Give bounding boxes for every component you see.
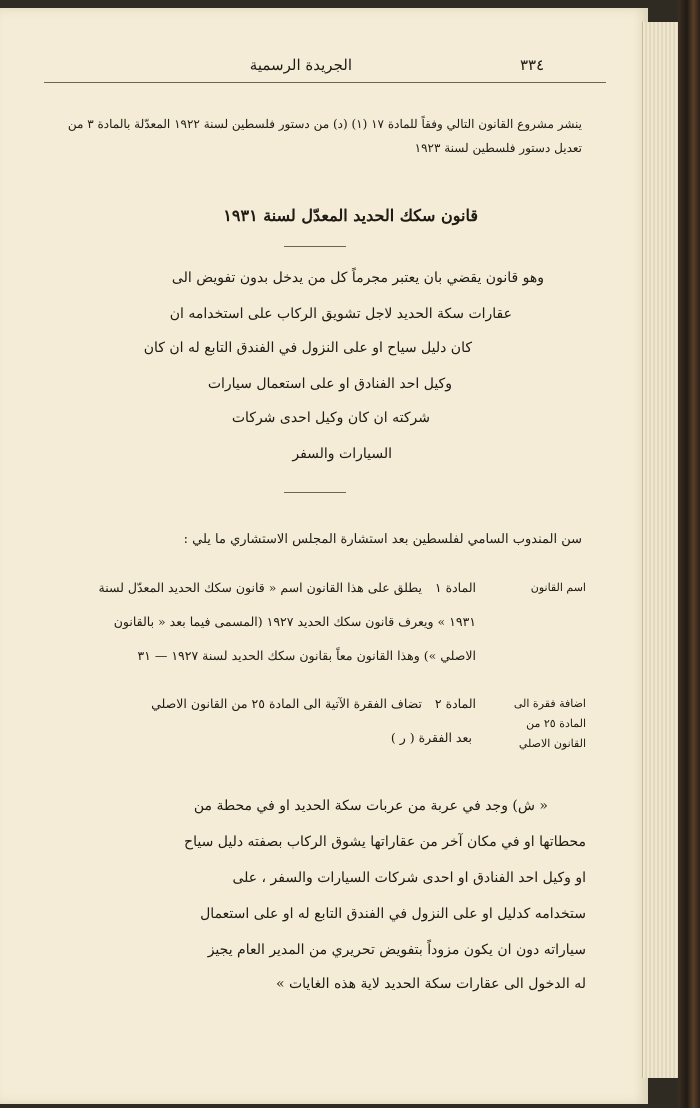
article-1-line: يطلق على هذا القانون اسم « قانون سكك الحديد المعدّل لسنة — [98, 580, 422, 595]
quoted-line: او وكيل احد الفنادق او احدى شركات السيارات والسفر ، على — [232, 870, 586, 886]
article-1-line: الاصلي ») وهذا القانون معاً بقانون سكك الحديد لسنة ١٩٢٧ — ٣١ — [137, 648, 476, 663]
description-line: وكيل احد الفنادق او على استعمال سيارات — [207, 376, 452, 392]
article-1-margin-note: اسم القانون — [530, 581, 586, 594]
quoted-line: محطاتها او في مكان آخر من عقاراتها يشوق الركاب بصفته دليل سياح — [184, 834, 586, 850]
article-1-label: المادة ١ — [434, 580, 476, 595]
law-title: قانون سكك الحديد المعدّل لسنة ١٩٣١ — [223, 206, 478, 225]
preamble: ينشر مشروع القانون التالي وفقاً للمادة ١٧ (١) (د) من دستور فلسطين لسنة ١٩٢٢ المعدّلة بالمادة ٣ من تعديل دستور فلسطين لسنة ١٩٢٣ — [67, 117, 582, 155]
quoted-line: « ش) وجد في عربة من عربات سكة الحديد او في محطة من — [193, 798, 548, 814]
enactment-clause: سن المندوب السامي لفلسطين بعد استشارة المجلس الاستشاري ما يلي : — [183, 532, 582, 547]
quoted-line: له الدخول الى عقارات سكة الحديد لاية هذه الغايات » — [275, 976, 586, 992]
article-1-line: ١٩٣١ » ويعرف قانون سكك الحديد ١٩٢٧ (المسمى فيما بعد « بالقانون — [113, 614, 476, 629]
page-edges — [642, 22, 679, 1078]
description-line: كان دليل سياح او على النزول في الفندق التابع له ان كان — [143, 340, 472, 356]
quoted-line: سياراته دون ان يكون مزوداً بتفويض تحريري من المدير العام يجيز — [207, 942, 586, 958]
article-2-margin-note: اضافة فقرة الى المادة ٢٥ من القانون الاصلي — [513, 697, 586, 750]
article-2-line: بعد الفقرة ( ر ) — [390, 730, 472, 745]
book-spine — [678, 0, 700, 1108]
article-2-line: تضاف الفقرة الآتية الى المادة ٢٥ من القانون الاصلي — [151, 696, 422, 711]
document-page — [0, 8, 648, 1104]
description-line: السيارات والسفر — [292, 446, 392, 462]
article-2-label: المادة ٢ — [434, 696, 476, 711]
section-divider — [284, 492, 346, 493]
description-line: شركته ان كان وكيل احدى شركات — [231, 410, 430, 426]
header-rule — [44, 82, 606, 83]
description-line: عقارات سكة الحديد لاجل تشويق الركاب على استخدامه ان — [169, 306, 512, 322]
page-number: ٣٣٤ — [520, 56, 545, 74]
title-divider — [284, 246, 346, 247]
description-line: وهو قانون يقضي بان يعتبر مجرماً كل من يدخل بدون تفويض الى — [171, 270, 544, 286]
quoted-line: ستخدامه كدليل او على النزول في الفندق التابع له او على استعمال — [200, 906, 586, 922]
running-header-title: الجريدة الرسمية — [249, 56, 352, 74]
